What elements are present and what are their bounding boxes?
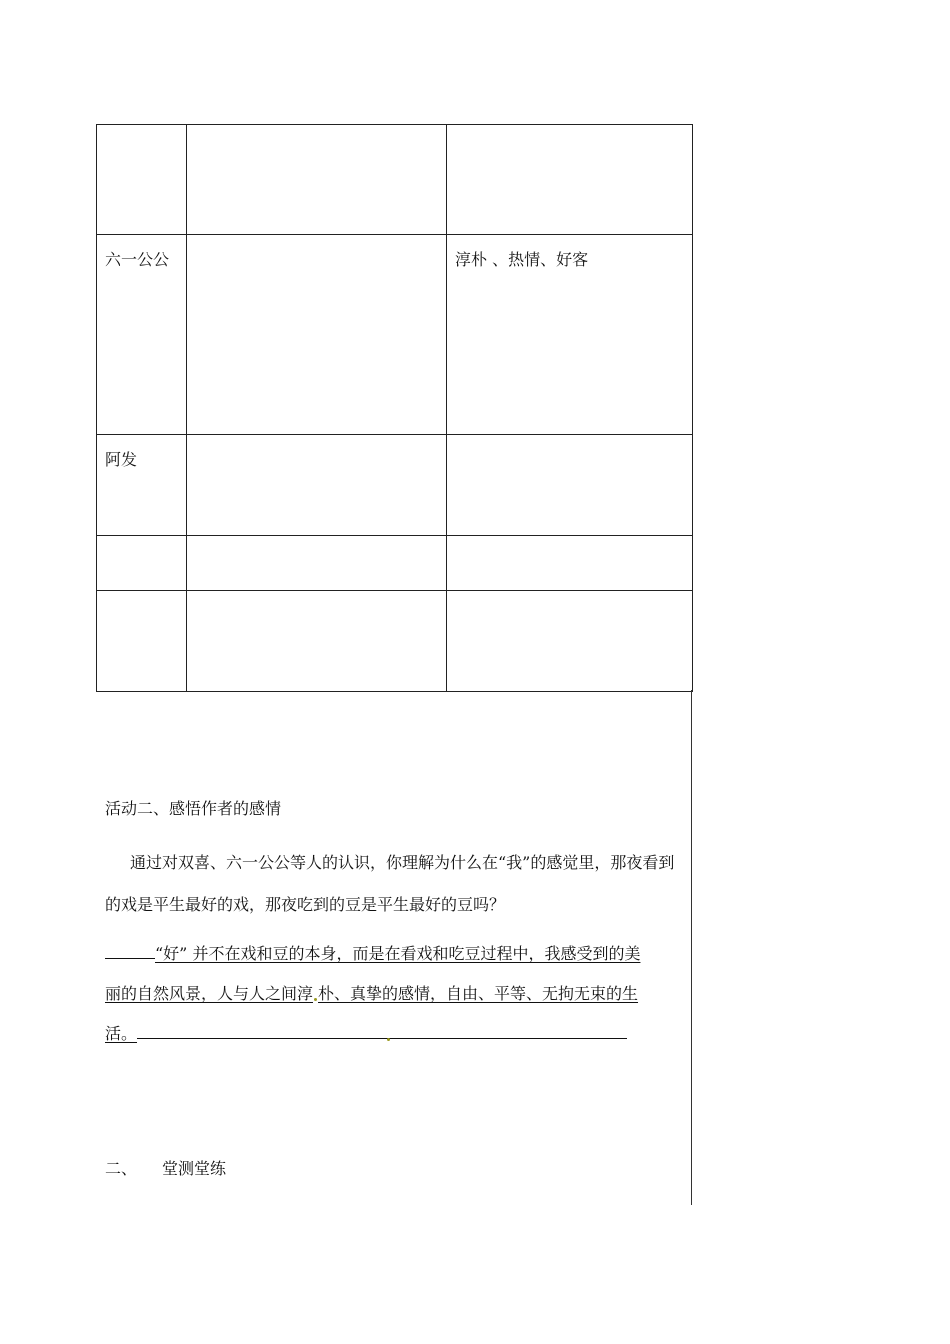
table-cell-name	[97, 591, 187, 692]
table-cell-name: 阿发	[97, 435, 187, 536]
table-cell-detail	[187, 591, 447, 692]
answer-fill-rule	[137, 1020, 627, 1039]
mark-dot	[314, 998, 317, 1001]
answer-text: 朴、真挚的感情，自由、平等、无拘无束的生	[318, 984, 639, 1003]
table-cell-detail	[187, 536, 447, 591]
table-cell-trait	[447, 125, 693, 235]
table-row	[97, 235, 693, 435]
answer-text: “好” 并不在戏和豆的本身，而是在看戏和吃豆过程中，我感受到的美	[155, 944, 641, 963]
section-heading	[105, 1156, 226, 1179]
page-edge-divider	[691, 690, 692, 1205]
table-row	[97, 125, 693, 235]
character-table	[96, 124, 693, 692]
table-cell-detail	[187, 435, 447, 536]
table-row	[97, 536, 693, 591]
answer-text: 活。	[105, 1024, 138, 1043]
table-cell-trait	[447, 536, 693, 591]
table-cell-trait	[447, 591, 693, 692]
answer-line	[105, 934, 685, 974]
activity-heading: 活动二、感悟作者的感情	[105, 799, 282, 818]
answer-indent-rule	[105, 940, 155, 959]
answer-line	[105, 1014, 685, 1054]
table-cell-name	[97, 125, 187, 235]
question-paragraph: 通过对双喜、六一公公等人的认识，你理解为什么在“我”的感觉里，那夜看到的戏是平生最好的戏，那夜吃到的豆是平生最好的豆吗？	[105, 853, 675, 914]
table-cell-name	[97, 536, 187, 591]
section-number: 二、	[105, 1159, 138, 1178]
answer-text: 丽的自然风景，人与人之间淳	[105, 984, 314, 1003]
table-cell-detail	[187, 235, 447, 435]
table-row	[97, 435, 693, 536]
table-row	[97, 591, 693, 692]
table-cell-name: 六一公公	[97, 235, 187, 435]
section-title: 堂测堂练	[162, 1159, 227, 1178]
answer-block	[105, 934, 685, 1054]
mark-dot	[387, 1038, 390, 1041]
table-cell-trait	[447, 435, 693, 536]
answer-line	[105, 974, 685, 1014]
table-cell-detail	[187, 125, 447, 235]
table-cell-trait: 淳朴 、热情、好客	[447, 235, 693, 435]
